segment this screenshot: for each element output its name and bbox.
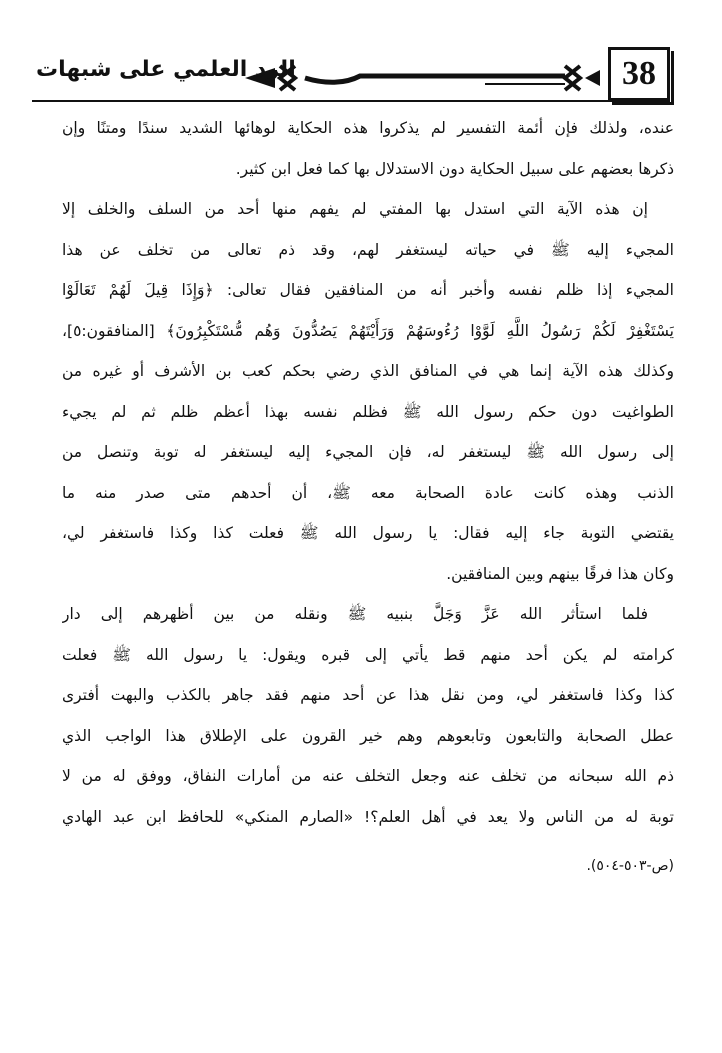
text-line: ذم الله سبحانه من تخلف عنه وجعل التخلف عنه من أمارات النفاق، ووفق له من لا [62,767,674,785]
text-line: إن هذه الآية التي استدل بها المفتي لم يفهم منها أحد من السلف والخلف إلا [62,200,648,218]
citation-pages: (ص-٥٠٣-٥٠٤). [586,858,674,874]
text-line: الطواغيت دون حكم رسول الله ﷺ فظلم نفسه بهذا أعظم ظلم ثم لم يجيء [62,402,674,421]
text-line: عطل الصحابة والتابعون وتابعوهم وهم خير القرون على الإطلاق هذا الواجب الذي [62,726,674,745]
page-number: 38 [608,47,670,101]
text-line: وكان هذا فرقًا بينهم وبين المنافقين. [446,564,674,583]
text-line: إلى رسول الله ﷺ ليستغفر له، فإن المجيء إليه ليستغفر له توبة وتنصل من [62,443,674,461]
text-line: كذا وكذا فاستغفر لي، ومن نقل هذا عن أحد منهم فقد جاهر بالكذب والبهت أفترى [62,686,674,704]
text-line: المجيء إليه ﷺ في حياته ليستغفر لهم، وقد ذم تعالى من تخلف عن هذا [62,240,674,259]
text-line: عنده، ولذلك فإن أئمة التفسير لم يذكروا هذه الحكاية لوهائها الشديد سندًا ومتنًا وإن [62,119,674,137]
text-line: يَسْتَغْفِرْ لَكُمْ رَسُولُ اللَّهِ لَوَّوْا رُءُوسَهُمْ وَرَأَيْتَهُمْ يَصُدُّونَ وَهُم مُّسْتَكْبِرُونَ﴾ [المنافقون:٥]، [62,321,674,340]
body-text [62,108,674,837]
text-line: توبة له من الناس ولا يعد في أهل العلم؟! «الصارم المنكي» للحافظ ابن عبد الهادي [62,807,674,826]
text-line: ذكرها بعضهم على سبيل الحكاية دون الاستدلال بها كما فعل ابن كثير. [235,159,674,178]
text-line: وكذلك هذه الآية إنما هي في المنافق الذي رضي بحكم كعب بن الأشرف أو غيره من [62,362,674,380]
running-header-title: الرد العلمي على شبهات [36,57,296,82]
text-line: كرامته لم يكن أحد منهم قط يأتي إلى قبره ويقول: يا رسول الله ﷺ فعلت [62,645,674,664]
text-line: فلما استأثر الله عَزَّ وَجَلَّ بنبيه ﷺ ونقله من بين أظهرهم إلى دار [62,605,648,623]
text-line: يقتضي التوبة جاء إليه فقال: يا رسول الله ﷺ فعلت كذا وكذا فاستغفر لي، [62,524,674,542]
text-line: المجيء إذا ظلم نفسه وأخبر أنه من المنافقين فقال تعالى: ﴿وَإِذَا قِيلَ لَهُمْ تَعَالَوْا [62,281,674,299]
header-rule [32,100,670,102]
text-line: الذنب وهذه كانت عادة الصحابة معه ﷺ، أن أحدهم متى صدر منه ما [62,483,674,502]
